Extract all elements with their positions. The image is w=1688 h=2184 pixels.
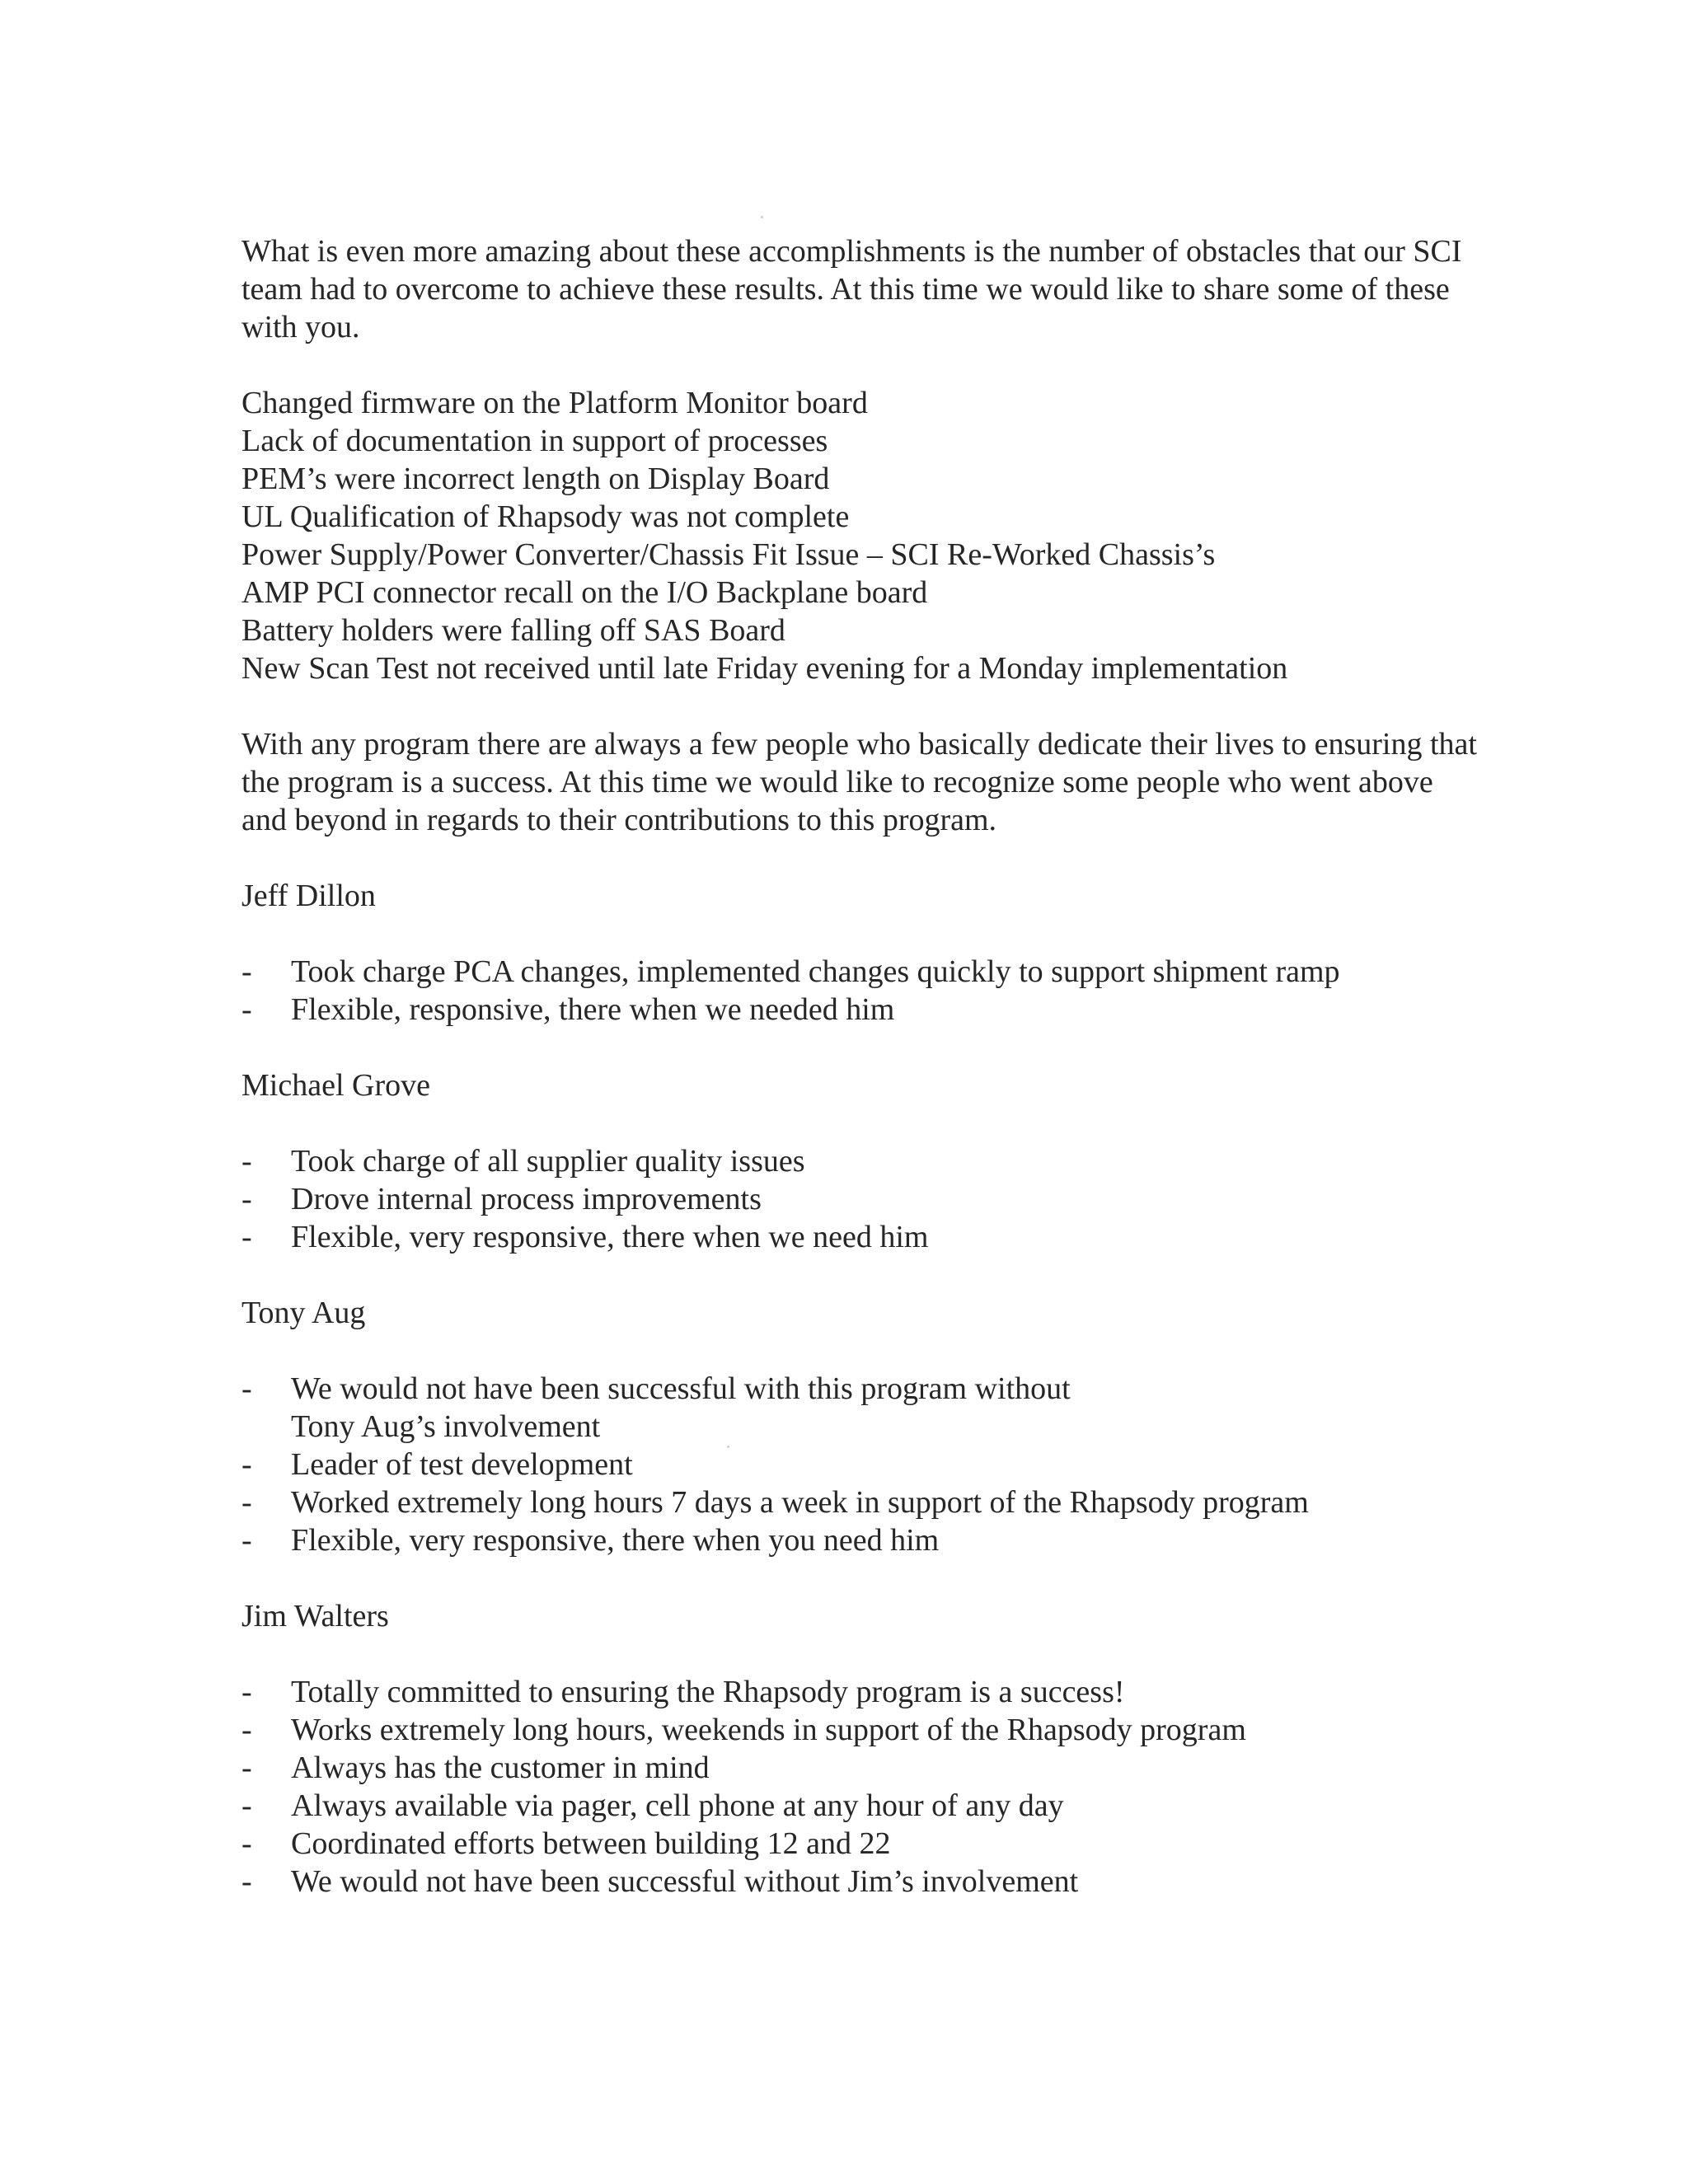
bullet-dash: - [241,1371,252,1406]
person-name: Jeff Dillon [241,879,376,913]
bullet-dash: - [241,1182,252,1216]
bullet-item [241,1749,1478,1787]
bullet-text: Took charge PCA changes, implemented changes quickly to support shipment ramp [291,954,1340,989]
bullet-text: Flexible, very responsive, there when we need him [291,1220,929,1254]
bullet-dash: - [241,1144,252,1179]
bullet-text: Totally committed to ensuring the Rhapsody program is a success! [291,1675,1125,1709]
bullet-item [241,1446,1478,1483]
bullet-item [241,953,1478,991]
bullet-dash: - [241,1675,252,1709]
obstacle-list [241,384,1478,687]
bullet-text: Flexible, responsive, there when we needed him [291,992,895,1027]
bullet-item [241,1673,1478,1711]
bullet-item [241,1370,1478,1446]
bullet-dash: - [241,1826,252,1861]
bullet-text: We would not have been successful with this program without Tony Aug’s involvement [291,1371,1071,1444]
bullet-dash: - [241,1485,252,1520]
person-points [241,953,1478,1029]
person-points [241,1673,1478,1900]
bullet-text: Leader of test development [291,1447,633,1482]
bullet-item [241,1218,1478,1256]
bullet-item [241,1787,1478,1825]
bullet-item [241,1711,1478,1749]
bullet-dash: - [241,1750,252,1785]
bullet-text: Flexible, very responsive, there when you need him [291,1523,940,1558]
bullet-item [241,1863,1478,1900]
scan-speck [761,216,763,218]
person-name: Michael Grove [241,1068,430,1103]
bullet-text: Worked extremely long hours 7 days a week in support of the Rhapsody program [291,1485,1309,1520]
obstacle-item: AMP PCI connector recall on the I/O Backplane board [241,575,928,610]
bullet-item [241,1521,1478,1559]
obstacle-item: New Scan Test not received until late Friday evening for a Monday implementation [241,651,1288,686]
bullet-text: Always has the customer in mind [291,1750,710,1785]
bullet-dash: - [241,1788,252,1823]
bullet-dash: - [241,1864,252,1899]
bullet-item [241,1180,1478,1218]
bullet-dash: - [241,992,252,1027]
bullet-text: Took charge of all supplier quality issues [291,1144,805,1179]
person-name: Jim Walters [241,1599,389,1633]
person-points [241,1142,1478,1256]
obstacle-item: Power Supply/Power Converter/Chassis Fit Issue – SCI Re-Worked Chassis’s [241,537,1216,572]
obstacle-item: Changed firmware on the Platform Monitor board [241,386,868,420]
obstacle-item: UL Qualification of Rhapsody was not complete [241,499,850,534]
bullet-text: Works extremely long hours, weekends in support of the Rhapsody program [291,1713,1246,1747]
bullet-dash: - [241,1220,252,1254]
recognition-paragraph: With any program there are always a few people who basically dedicate their lives to ensuring that the program is a success. At this time we would like to recognize some people who went above and beyond in regards to their contributions to this program. [241,727,1477,837]
bullet-item [241,1142,1478,1180]
obstacle-item: Battery holders were falling off SAS Board [241,613,785,648]
bullet-text: Always available via pager, cell phone at any hour of any day [291,1788,1064,1823]
bullet-text: Coordinated efforts between building 12 and 22 [291,1826,891,1861]
bullet-text: We would not have been successful without Jim’s involvement [291,1864,1079,1899]
bullet-dash: - [241,954,252,989]
document-body [241,232,1478,1938]
intro-paragraph: What is even more amazing about these accomplishments is the number of obstacles that our SCI team had to overcome to achieve these results. At this time we would like to share some of these with you. [241,234,1462,344]
person-points [241,1370,1478,1559]
bullet-item [241,991,1478,1029]
obstacle-item: PEM’s were incorrect length on Display Board [241,462,830,496]
bullet-item [241,1825,1478,1863]
bullet-text: Drove internal process improvements [291,1182,762,1216]
bullet-dash: - [241,1713,252,1747]
person-name: Tony Aug [241,1296,366,1330]
bullet-dash: - [241,1447,252,1482]
obstacle-item: Lack of documentation in support of processes [241,424,828,458]
bullet-dash: - [241,1523,252,1558]
bullet-item [241,1483,1478,1521]
